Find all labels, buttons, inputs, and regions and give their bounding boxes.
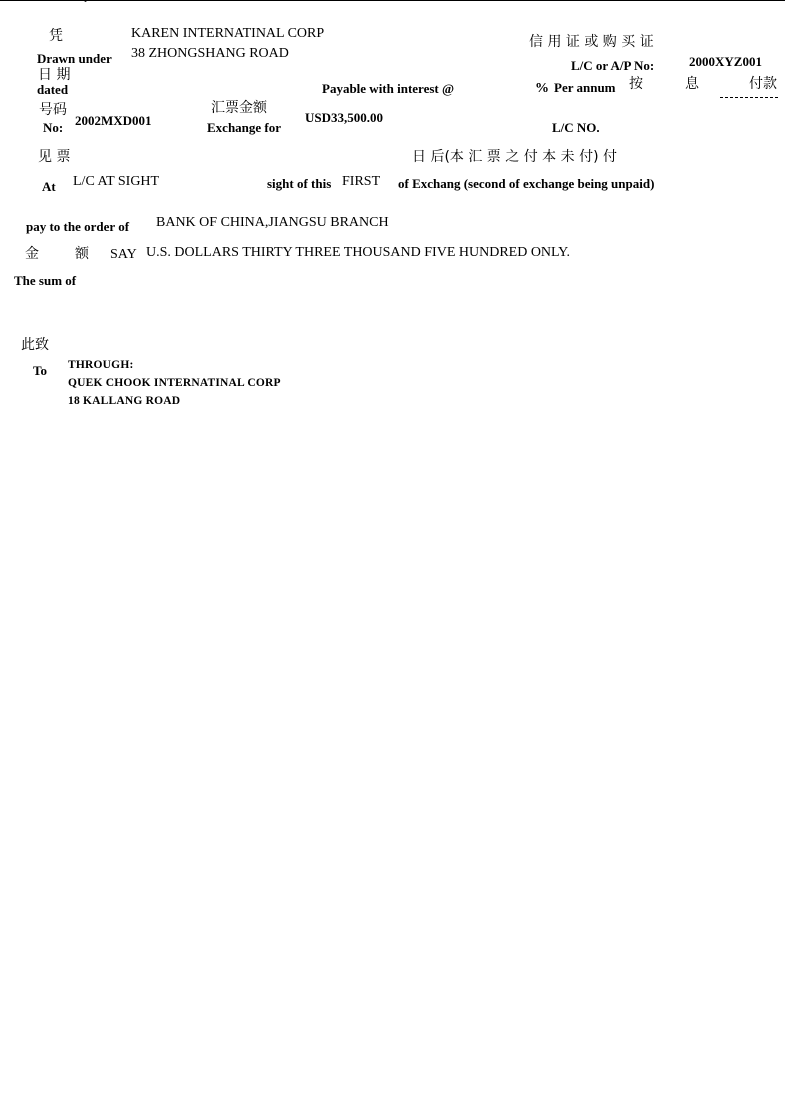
drawn-under-cn-label: 凭 <box>49 28 63 44</box>
e-cn-label: 额 <box>75 246 89 262</box>
xi-cn-label: 息 <box>685 76 699 92</box>
at-cn-label: 见 票 <box>38 149 71 165</box>
percent-sign: % <box>535 81 549 96</box>
an-cn-label: 按 <box>629 76 643 92</box>
sum-of-label: The sum of <box>14 273 77 288</box>
fukuan-cn-label: 付款 <box>749 76 777 92</box>
fukuan-dashed-underline <box>720 97 778 98</box>
jin-cn-label: 金 <box>25 246 39 262</box>
drawee-address: 18 KALLANG ROAD <box>68 395 181 407</box>
per-annum-label: Per annum <box>554 80 616 95</box>
payable-with-interest-label: Payable with interest @ <box>322 81 455 96</box>
draft-number-value: 2002MXD001 <box>75 113 152 128</box>
drawer-name: KAREN INTERNATINAL CORP <box>131 26 325 41</box>
exchange-amount-value: USD33,500.00 <box>305 110 384 125</box>
top-border-line <box>0 0 785 1</box>
through-label: THROUGH: <box>68 359 134 371</box>
dated-cn-label: 日 期 <box>38 67 71 83</box>
at-label: At <box>42 179 56 194</box>
sum-in-words-value: U.S. DOLLARS THIRTY THREE THOUSAND FIVE HUNDRED ONLY. <box>146 245 570 260</box>
of-exchange-label: of Exchang (second of exchange being unpaid) <box>398 176 655 191</box>
lc-cn-label: 信 用 证 或 购 买 证 <box>529 34 654 50</box>
pay-to-order-label: pay to the order of <box>26 219 130 234</box>
drawee-name: QUEK CHOOK INTERNATINAL CORP <box>68 377 281 389</box>
number-cn-label: 号码 <box>39 102 67 118</box>
exchange-cn-label: 汇票金额 <box>211 100 267 116</box>
drawer-address: 38 ZHONGSHANG ROAD <box>131 46 289 61</box>
corner-mark-icon: ˇ <box>84 0 87 9</box>
tenor-value: L/C AT SIGHT <box>73 174 160 189</box>
payee-value: BANK OF CHINA,JIANGSU BRANCH <box>156 215 389 230</box>
first-exchange-value: FIRST <box>342 174 381 189</box>
sight-of-this-label: sight of this <box>267 176 332 191</box>
to-label: To <box>33 363 47 378</box>
drawn-under-label: Drawn under <box>37 51 112 66</box>
after-sight-cn-label: 日 后(本 汇 票 之 付 本 未 付) 付 <box>412 149 617 165</box>
exchange-for-label: Exchange for <box>207 120 282 135</box>
number-label: No: <box>43 120 64 135</box>
to-cn-label: 此致 <box>21 337 49 353</box>
lc-no-label: L/C NO. <box>552 120 600 135</box>
say-label: SAY <box>110 247 137 262</box>
dated-label: dated <box>37 82 69 97</box>
lc-ap-no-label: L/C or A/P No: <box>571 58 655 73</box>
lc-ap-no-value: 2000XYZ001 <box>689 54 762 69</box>
